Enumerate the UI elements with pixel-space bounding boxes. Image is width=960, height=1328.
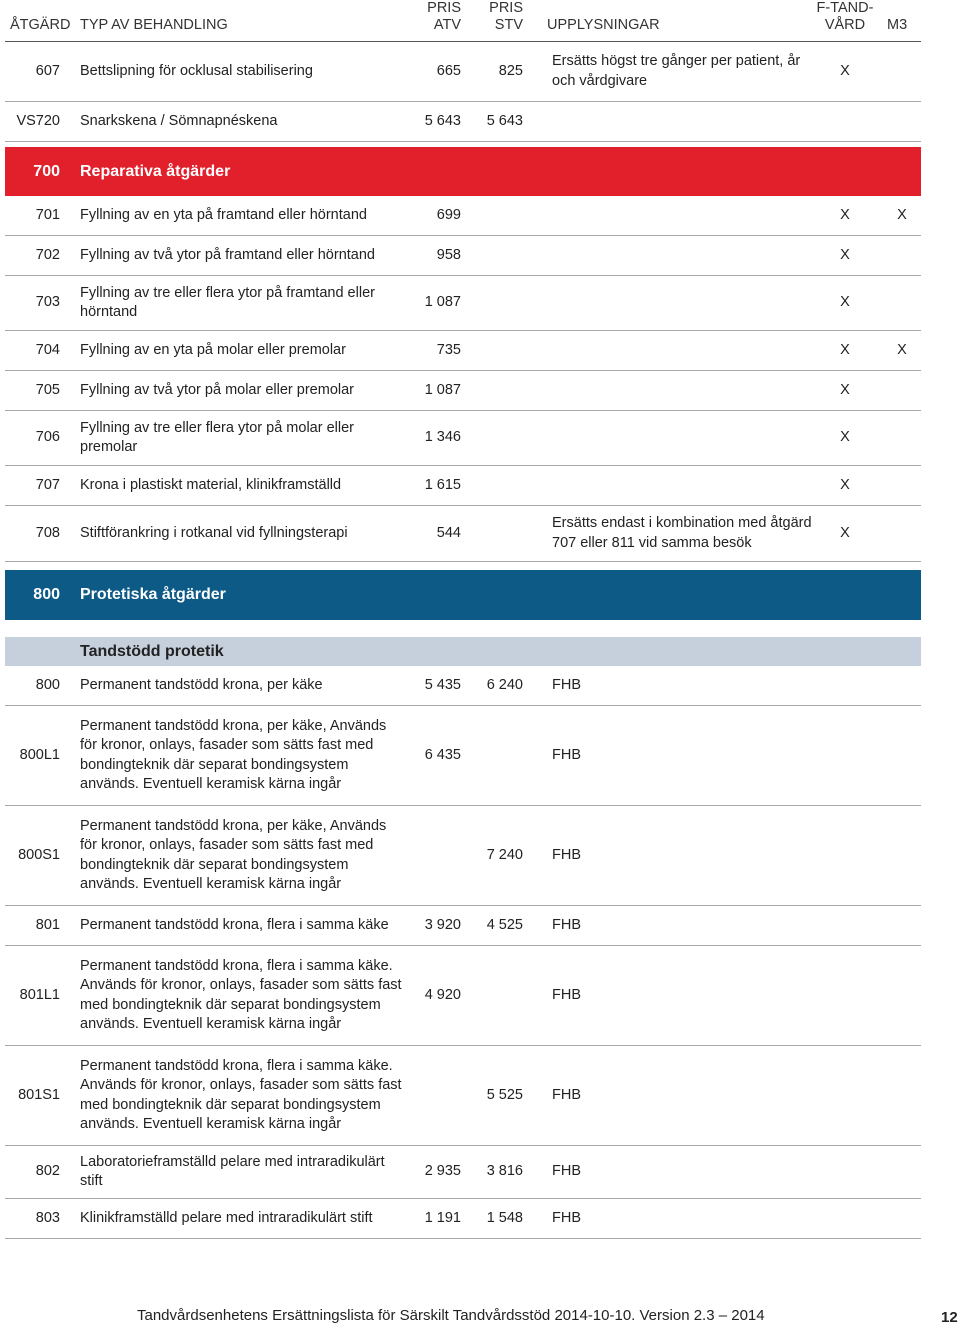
section-code: 800 (33, 586, 60, 603)
row-code: 803 (35, 1209, 60, 1226)
row-m3 (887, 102, 917, 141)
subsection-title: Tandstödd protetik (80, 642, 224, 660)
row-code: 800S1 (18, 846, 60, 863)
row-pris-stv (475, 466, 523, 505)
row-code: 703 (35, 294, 60, 311)
header-upplysningar: UPPLYSNINGAR (547, 17, 660, 33)
row-pris-stv (475, 196, 523, 235)
row-pris-stv: 825 (498, 62, 523, 79)
table-row (5, 946, 921, 1046)
table-row (5, 1199, 921, 1239)
row-m3 (887, 506, 917, 561)
row-m3 (887, 666, 917, 705)
row-ftandvard: X (840, 429, 850, 446)
row-ftandvard: X (840, 524, 850, 541)
section-title: Protetiska åtgärder (80, 586, 226, 603)
row-upplysningar: FHB (552, 846, 581, 863)
row-code: 801S1 (18, 1086, 60, 1103)
row-desc: Permanent tandstödd krona, per käke, Används för kronor, onlays, fasader som sätts fast med bondingteknik där separat bondingsystem används. Eventuell keramisk kärna ingår (80, 717, 387, 792)
row-code: 702 (35, 246, 60, 263)
row-pris-atv: 5 435 (424, 676, 461, 693)
row-code: 800 (35, 676, 60, 693)
page-number: 12 (941, 1309, 958, 1326)
row-pris-stv (475, 276, 523, 330)
section-header-reparativa (5, 147, 921, 196)
row-pris-stv (475, 236, 523, 275)
row-upplysningar: FHB (552, 1163, 581, 1180)
row-pris-stv: 1 548 (486, 1209, 523, 1226)
header-pris-atv (415, 0, 461, 34)
section-title: Reparativa åtgärder (80, 162, 231, 180)
row-ftandvard: X (840, 341, 850, 358)
row-upplysningar (552, 331, 812, 370)
table-row (5, 196, 921, 236)
row-pris-atv: 6 435 (424, 746, 461, 763)
row-upplysningar (552, 196, 812, 235)
row-ftandvard (830, 706, 860, 805)
row-upplysningar (552, 371, 812, 410)
row-m3 (887, 1146, 917, 1198)
row-m3 (887, 236, 917, 275)
section-header-protetiska (5, 570, 921, 620)
row-m3 (887, 411, 917, 465)
row-code: 708 (35, 524, 60, 541)
row-pris-atv: 1 615 (424, 476, 461, 493)
row-pris-atv: 735 (436, 341, 461, 358)
row-pris-stv (475, 706, 523, 805)
row-pris-atv: 1 191 (424, 1209, 461, 1226)
row-desc: Fyllning av tre eller flera ytor på framtand eller hörntand (80, 284, 375, 320)
table-row (5, 806, 921, 906)
row-m3 (887, 466, 917, 505)
header-pris-atv-line2: ATV (433, 17, 461, 33)
row-desc: Fyllning av en yta på framtand eller hörntand (80, 206, 367, 223)
row-desc: Klinikframställd pelare med intraradikulärt stift (80, 1209, 373, 1226)
row-ftandvard: X (840, 381, 850, 398)
row-pris-atv: 699 (436, 206, 461, 223)
row-desc: Fyllning av två ytor på framtand eller hörntand (80, 246, 375, 263)
row-code: 706 (35, 429, 60, 446)
row-code: 801 (35, 916, 60, 933)
row-pris-stv: 7 240 (486, 846, 523, 863)
row-pris-atv: 1 087 (424, 294, 461, 311)
header-pris-stv-line1: PRIS (489, 0, 523, 16)
footer-text: Tandvårdsenhetens Ersättningslista för Särskilt Tandvårdsstöd 2014-10-10. Version 2.3 – 2014 (137, 1307, 765, 1324)
row-code: VS720 (16, 112, 60, 129)
row-ftandvard (830, 906, 860, 945)
table-header (5, 0, 921, 42)
row-m3 (887, 946, 917, 1045)
row-m3 (887, 1199, 917, 1238)
header-typ: TYP AV BEHANDLING (80, 17, 228, 33)
table-row (5, 371, 921, 411)
row-ftandvard (830, 806, 860, 905)
row-desc: Laboratorieframställd pelare med intraradikulärt stift (80, 1153, 385, 1189)
table-row (5, 331, 921, 371)
row-ftandvard (830, 666, 860, 705)
row-pris-stv (475, 506, 523, 561)
row-pris-stv: 5 643 (486, 112, 523, 129)
row-upplysningar (552, 466, 812, 505)
table-row (5, 906, 921, 946)
row-pris-atv: 2 935 (424, 1163, 461, 1180)
row-desc: Fyllning av tre eller flera ytor på molar eller premolar (80, 419, 354, 455)
header-pris-stv-line2: STV (494, 17, 523, 33)
row-desc: Permanent tandstödd krona, flera i samma käke (80, 916, 389, 933)
header-ftand-line2: VÅRD (824, 17, 866, 33)
row-upplysningar: Ersätts endast i kombination med åtgärd 707 eller 811 vid samma besök (552, 515, 812, 551)
row-ftandvard: X (840, 294, 850, 311)
row-code: 707 (35, 476, 60, 493)
row-upplysningar: FHB (552, 916, 581, 933)
row-pris-atv (415, 1046, 461, 1145)
row-desc: Stiftförankring i rotkanal vid fyllningsterapi (80, 524, 348, 541)
row-ftandvard (830, 102, 860, 141)
row-code: 607 (35, 62, 60, 79)
row-upplysningar: FHB (552, 676, 581, 693)
row-ftandvard: X (840, 246, 850, 263)
row-m3: X (897, 341, 907, 358)
row-m3 (887, 371, 917, 410)
row-m3 (887, 276, 917, 330)
row-code: 705 (35, 381, 60, 398)
row-pris-stv (475, 371, 523, 410)
row-pris-stv (475, 946, 523, 1045)
row-pris-stv: 3 816 (486, 1163, 523, 1180)
row-ftandvard (830, 946, 860, 1045)
row-code: 801L1 (19, 986, 60, 1003)
table-row (5, 42, 921, 102)
row-pris-atv: 1 087 (424, 381, 461, 398)
row-pris-atv: 5 643 (424, 112, 461, 129)
row-ftandvard: X (840, 476, 850, 493)
table-row (5, 1046, 921, 1146)
subsection-header-tandstodd (5, 637, 921, 666)
table-row (5, 1146, 921, 1199)
row-upplysningar (552, 102, 812, 141)
row-upplysningar (552, 276, 812, 330)
row-pris-atv: 958 (436, 246, 461, 263)
row-code: 800L1 (19, 746, 60, 763)
row-m3 (887, 42, 917, 101)
table-row (5, 666, 921, 706)
row-upplysningar (552, 236, 812, 275)
row-pris-atv: 544 (436, 524, 461, 541)
row-desc: Permanent tandstödd krona, flera i samma käke. Används för kronor, onlays, fasader som sätts fast med bondingteknik där separat bondingsystem används. Eventuell keramisk kärna ingår (80, 1057, 402, 1132)
header-m3: M3 (887, 17, 908, 33)
row-m3 (887, 906, 917, 945)
header-ftandvard (813, 0, 877, 34)
table-row (5, 102, 921, 142)
row-pris-atv: 4 920 (424, 986, 461, 1003)
header-atgard: ÅTGÄRD (10, 17, 71, 33)
row-upplysningar: FHB (552, 1209, 581, 1226)
row-ftandvard: X (840, 206, 850, 223)
row-m3 (887, 806, 917, 905)
row-code: 802 (35, 1163, 60, 1180)
treatment-table (5, 42, 921, 1239)
row-desc: Permanent tandstödd krona, flera i samma käke. Används för kronor, onlays, fasader som sätts fast med bondingteknik där separat bondingsystem används. Eventuell keramisk kärna ingår (80, 957, 402, 1032)
row-pris-stv: 4 525 (486, 916, 523, 933)
row-desc: Krona i plastiskt material, klinikframställd (80, 476, 342, 493)
row-pris-atv: 3 920 (424, 916, 461, 933)
row-upplysningar: Ersätts högst tre gånger per patient, år och vårdgivare (552, 53, 801, 89)
table-row (5, 276, 921, 331)
row-ftandvard (830, 1046, 860, 1145)
row-pris-stv: 5 525 (486, 1086, 523, 1103)
row-ftandvard (830, 1199, 860, 1238)
row-desc: Bettslipning för ocklusal stabilisering (80, 62, 313, 79)
row-pris-stv (475, 331, 523, 370)
row-pris-stv (475, 411, 523, 465)
table-row (5, 236, 921, 276)
row-upplysningar: FHB (552, 746, 581, 763)
row-m3: X (897, 206, 907, 223)
row-upplysningar: FHB (552, 986, 581, 1003)
row-desc: Snarkskena / Sömnapnéskena (80, 112, 278, 129)
row-pris-atv: 665 (436, 62, 461, 79)
row-ftandvard: X (840, 62, 850, 79)
header-ftand-line1: F-TAND- (816, 0, 874, 16)
row-m3 (887, 706, 917, 805)
row-upplysningar: FHB (552, 1086, 581, 1103)
row-desc: Permanent tandstödd krona, per käke, Används för kronor, onlays, fasader som sätts fast med bondingteknik där separat bondingsystem används. Eventuell keramisk kärna ingår (80, 817, 387, 892)
section-code: 700 (33, 162, 60, 180)
table-row (5, 706, 921, 806)
row-desc: Fyllning av två ytor på molar eller premolar (80, 381, 354, 398)
row-upplysningar (552, 411, 812, 465)
table-row (5, 506, 921, 562)
row-ftandvard (830, 1146, 860, 1198)
row-code: 704 (35, 341, 60, 358)
row-pris-atv: 1 346 (424, 429, 461, 446)
header-pris-atv-line1: PRIS (427, 0, 461, 16)
row-pris-atv (415, 806, 461, 905)
table-row (5, 466, 921, 506)
row-m3 (887, 1046, 917, 1145)
table-row (5, 411, 921, 466)
header-pris-stv (475, 0, 523, 34)
row-pris-stv: 6 240 (486, 676, 523, 693)
row-desc: Fyllning av en yta på molar eller premolar (80, 341, 346, 358)
row-desc: Permanent tandstödd krona, per käke (80, 676, 323, 693)
row-code: 701 (35, 206, 60, 223)
